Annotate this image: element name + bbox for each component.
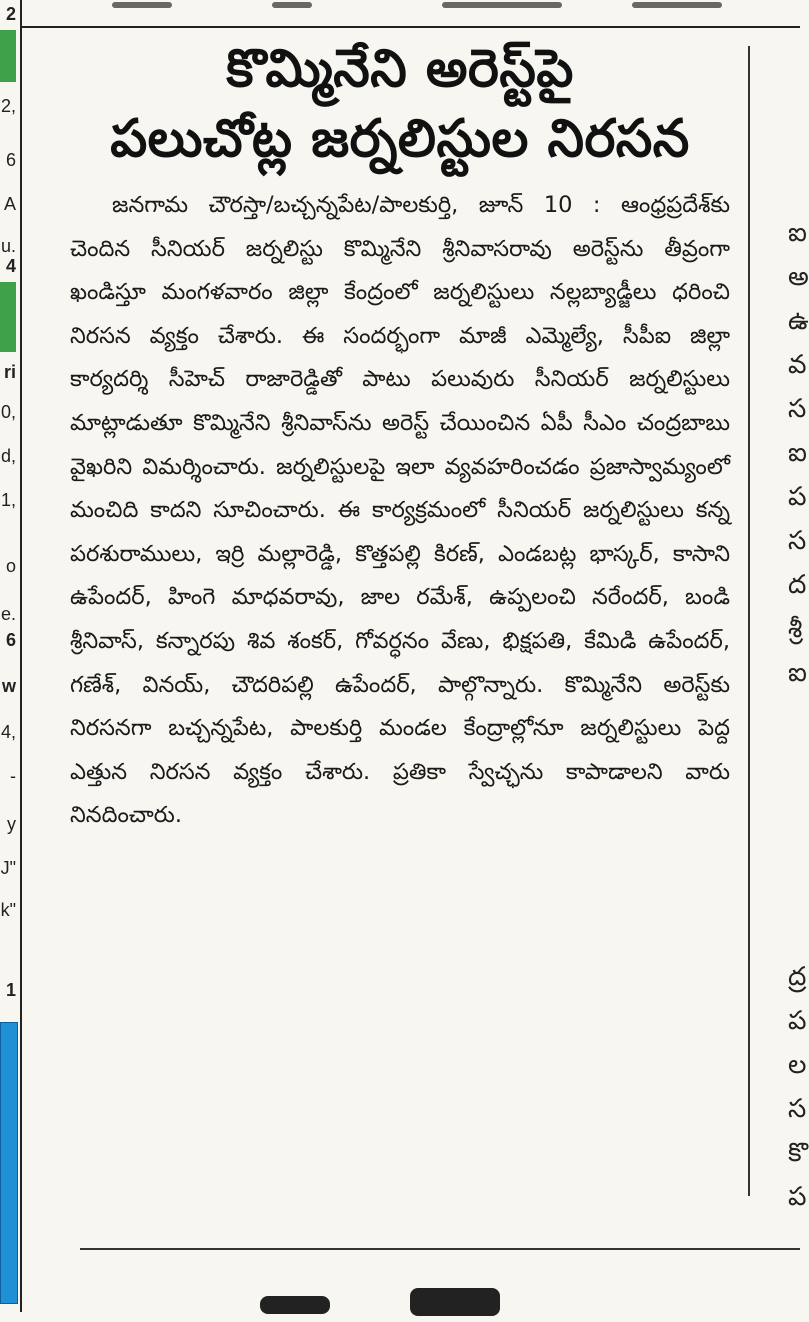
right-fragment: కొ (788, 1138, 809, 1168)
left-fragment: - (10, 766, 16, 786)
clipped-headline-shape (260, 1296, 330, 1314)
left-fragment: 6 (5, 150, 16, 170)
left-fragment: k" (0, 900, 16, 920)
right-fragment: స (788, 526, 807, 556)
green-highlight-block (0, 30, 16, 82)
bottom-divider (80, 1248, 800, 1250)
right-fragment: స (788, 394, 807, 424)
left-fragment: o (5, 556, 16, 576)
clipped-text-smudge (632, 2, 722, 8)
left-fragment: J" (0, 858, 16, 878)
left-fragment: e. (0, 604, 16, 624)
right-fragment: ఐ (788, 658, 807, 688)
right-fragment: ఐ (788, 218, 807, 248)
news-article (70, 34, 730, 838)
right-adjacent-column (752, 0, 809, 1312)
headline-line-1: కొమ్మినేని అరెస్ట్‌పై (226, 39, 574, 99)
left-fragment: 1, (0, 490, 16, 510)
green-highlight-block (0, 282, 16, 352)
clipped-text-smudge (112, 2, 172, 8)
right-fragment: ఐ (788, 438, 807, 468)
clipped-text-smudge (442, 2, 562, 8)
right-fragment: ద్ర (788, 962, 807, 992)
left-fragment: ri (3, 362, 16, 382)
article-body: జనగామ చౌరస్తా/బచ్చన్నపేట/పాలకుర్తి, జూన్ 10 : ఆంధ్రప్రదేశ్‌కు చెందిన సీనియర్ జర్నలిస్టు కొమ్మినేని శ్రీనివాసరావు అరెస్ట్‌ను తీవ్రంగా ఖండిస్తూ మంగళవారం జిల్లా కేంద్రంలో జర్నలిస్టులు నల్లబ్యాడ్జీలు ధరించి నిరసన వ్యక్తం చేశారు. ఈ సందర్భంగా మాజీ ఎమ్మెల్యే, సీపీఐ జిల్లా కార్యదర్శి సీహెచ్ రాజారెడ్డితో పాటు పలువురు సీనియర్ జర్నలిస్టులు మాట్లాడుతూ కొమ్మినేని శ్రీనివాస్‌ను అరెస్ట్ చేయించిన ఏపీ సీఎం చంద్రబాబు వైఖరిని విమర్శించారు. జర్నలిస్టులపై ఇలా వ్యవహరించడం ప్రజాస్వామ్యంలో మంచిది కాదని సూచించారు. ఈ కార్యక్రమంలో సీనియర్ జర్నలిస్టులు కన్న పరశురాములు, ఇర్రి మల్లారెడ్డి, కొత్తపల్లి కిరణ్, ఎండబట్ల భాస్కర్, కాసాని ఉపేందర్, హింగె మాధవరావు, జాల రమేశ్, ఉప్పలంచి నరేందర్, బండి శ్రీనివాస్, కన్నారపు శివ శంకర్, గోవర్ధనం వేణు, భిక్షపతి, కేమిడి ఉపేందర్, గణేశ్, వినయ్, చౌదరిపల్లి ఉపేందర్, పాల్గొన్నారు. కొమ్మినేని అరెస్ట్‌కు నిరసనగా బచ్చన్నపేట, పాలకుర్తి మండల కేంద్రాల్లోనూ జర్నలిస్టులు పెద్ద ఎత్తున నిరసన వ్యక్తం చేశారు. ప్రతికా స్వేచ్ఛను కాపాడాలని వారు నినదించారు. (70, 192, 730, 829)
top-header-strip (22, 0, 800, 28)
next-headline-fragment (260, 1282, 520, 1322)
left-fragment: 2, (0, 96, 16, 116)
right-fragment: వ (788, 350, 807, 380)
left-fragment: 4 (5, 256, 16, 276)
left-fragment: 4, (0, 722, 16, 742)
article-headline (70, 34, 730, 174)
left-fragment: d, (0, 446, 16, 466)
right-fragment: ల (788, 1050, 807, 1080)
right-fragment: ప (788, 1006, 807, 1036)
headline-line-2: పలుచోట్ల జర్నలిస్టుల నిరసన (110, 109, 690, 169)
right-fragment: శ్రీ (788, 614, 803, 644)
left-fragment: A (3, 194, 16, 214)
clipped-headline-shape (410, 1288, 500, 1316)
left-fragment: u. (0, 236, 16, 256)
left-fragment: 0, (0, 402, 16, 422)
left-fragment: 1 (5, 980, 16, 1000)
right-fragment: ఉ (788, 306, 809, 336)
left-adjacent-column (0, 0, 22, 1312)
left-fragment: y (7, 814, 16, 834)
left-fragment: 6 (5, 630, 16, 650)
left-fragment: w (1, 676, 16, 696)
right-fragment: ప (788, 482, 807, 512)
left-fragment: 2 (5, 4, 16, 24)
right-fragment: ప (788, 1182, 807, 1212)
clipped-text-smudge (272, 2, 312, 8)
blue-ad-block (0, 1022, 18, 1304)
column-divider (748, 46, 750, 1196)
right-fragment: స (788, 1094, 807, 1124)
right-fragment: ద (788, 570, 807, 600)
right-fragment: అ (788, 262, 809, 292)
